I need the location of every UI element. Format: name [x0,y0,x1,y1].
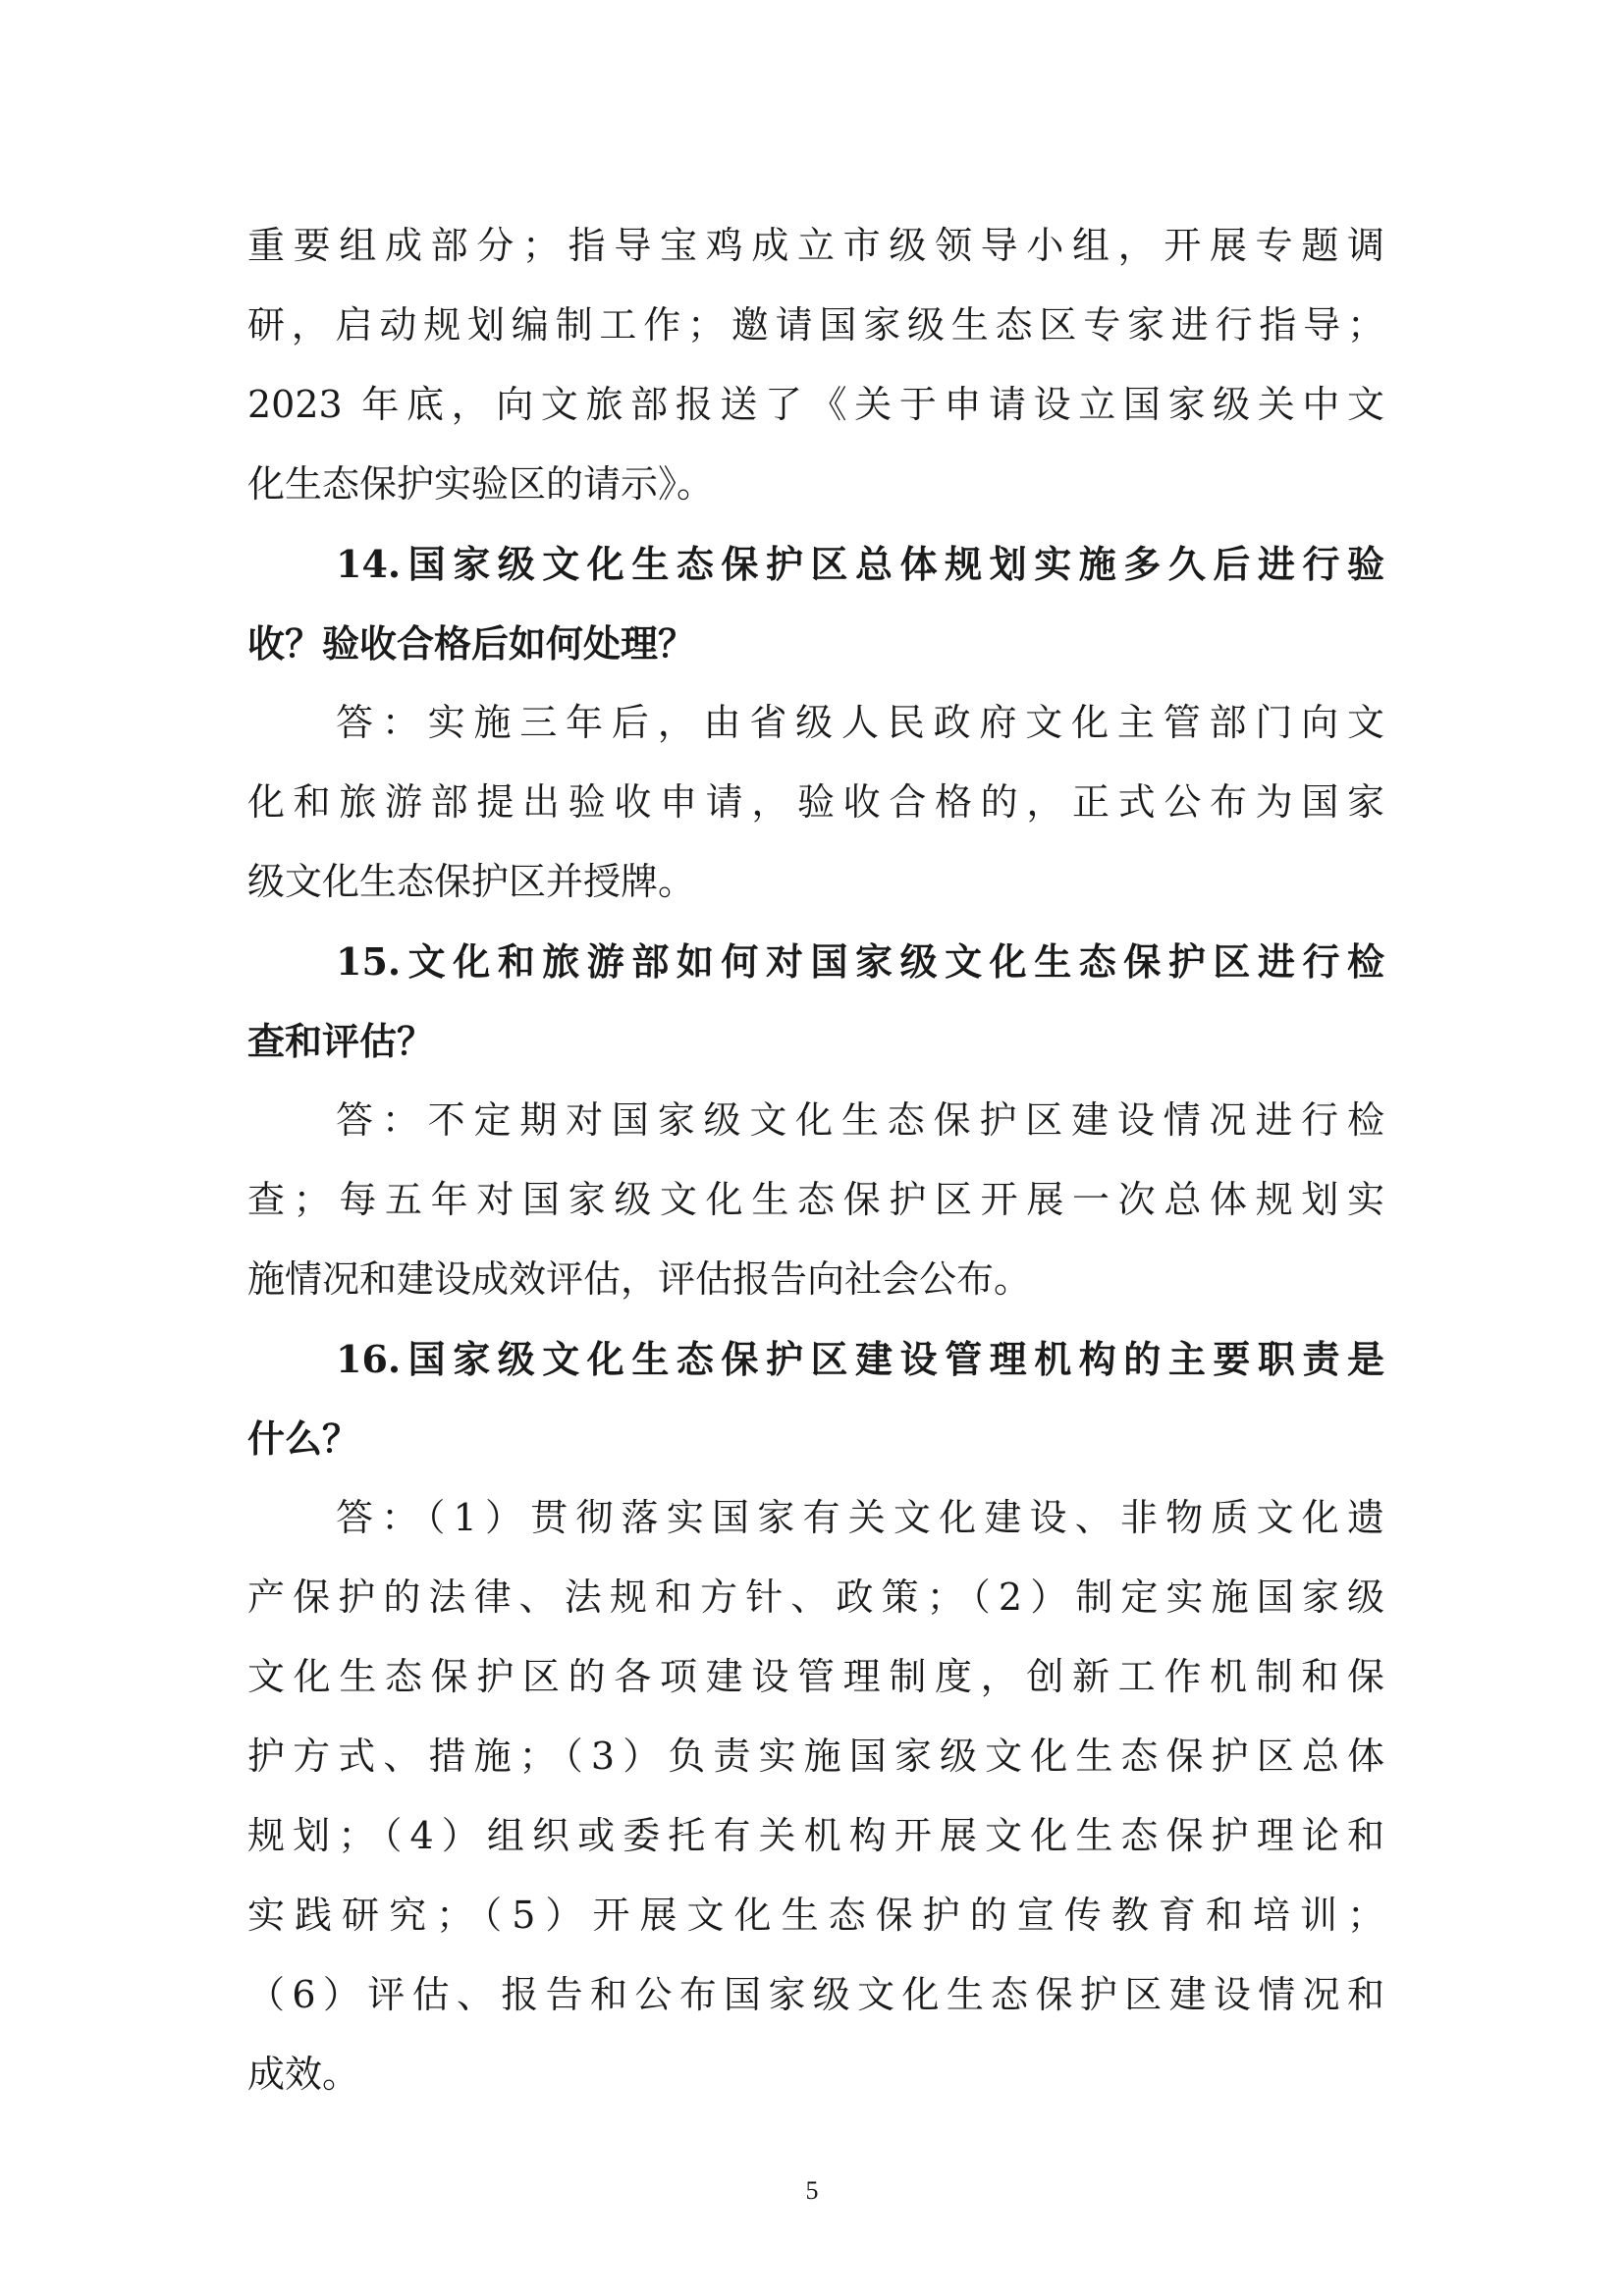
answer-paragraph-16 [247,1478,1384,2114]
page-body [247,206,1384,2114]
answer-line: 文化生态保护区的各项建设管理制度，创新工作机制和保 [247,1655,1384,1698]
question-line: 什么？ [247,1416,360,1461]
intro-paragraph [247,206,1384,524]
answer-line: 成效。 [247,2053,360,2096]
answer-line: 规划；（4）组织或委托有关机构开展文化生态保护理论和 [247,1814,1384,1857]
text-line: 研，启动规划编制工作；邀请国家级生态区专家进行指导； [247,303,1384,347]
question-heading-14 [247,524,1384,683]
answer-line: 实践研究；（5）开展文化生态保护的宣传教育和培训； [247,1894,1384,1937]
answer-line: （6）评估、报告和公布国家级文化生态保护区建设情况和 [247,1973,1384,2016]
answer-line: 答：实施三年后，由省级人民政府文化主管部门向文 [336,701,1384,744]
page-number: 5 [805,2176,819,2205]
answer-paragraph-14 [247,683,1384,922]
answer-line: 答：不定期对国家级文化生态保护区建设情况进行检 [336,1098,1384,1142]
question-heading-15 [247,922,1384,1081]
text-line: 重要组成部分；指导宝鸡成立市级领导小组，开展专题调 [247,224,1384,267]
answer-line: 答：（1）贯彻落实国家有关文化建设、非物质文化遗 [336,1496,1384,1539]
answer-line: 护方式、措施；（3）负责实施国家级文化生态保护区总体 [247,1735,1384,1778]
answer-line: 级文化生态保护区并授牌。 [247,860,696,903]
question-line: 收？验收合格后如何处理？ [247,621,696,666]
question-line: 14.国家级文化生态保护区总体规划实施多久后进行验 [336,542,1384,586]
answer-line: 产保护的法律、法规和方针、政策；（2）制定实施国家级 [247,1575,1384,1619]
answer-paragraph-15 [247,1081,1384,1319]
answer-line: 化和旅游部提出验收申请，验收合格的，正式公布为国家 [247,780,1384,824]
answer-line: 施情况和建设成效评估，评估报告向社会公布。 [247,1257,1032,1301]
question-heading-16 [247,1319,1384,1478]
answer-line: 查；每五年对国家级文化生态保护区开展一次总体规划实 [247,1178,1384,1221]
question-line: 15.文化和旅游部如何对国家级文化生态保护区进行检 [336,939,1384,984]
question-line: 16.国家级文化生态保护区建设管理机构的主要职责是 [336,1337,1384,1381]
question-line: 查和评估？ [247,1019,435,1063]
text-line: 2023 年底，向文旅部报送了《关于申请设立国家级关中文 [247,383,1384,426]
text-line: 化生态保护实验区的请示》。 [247,462,715,506]
